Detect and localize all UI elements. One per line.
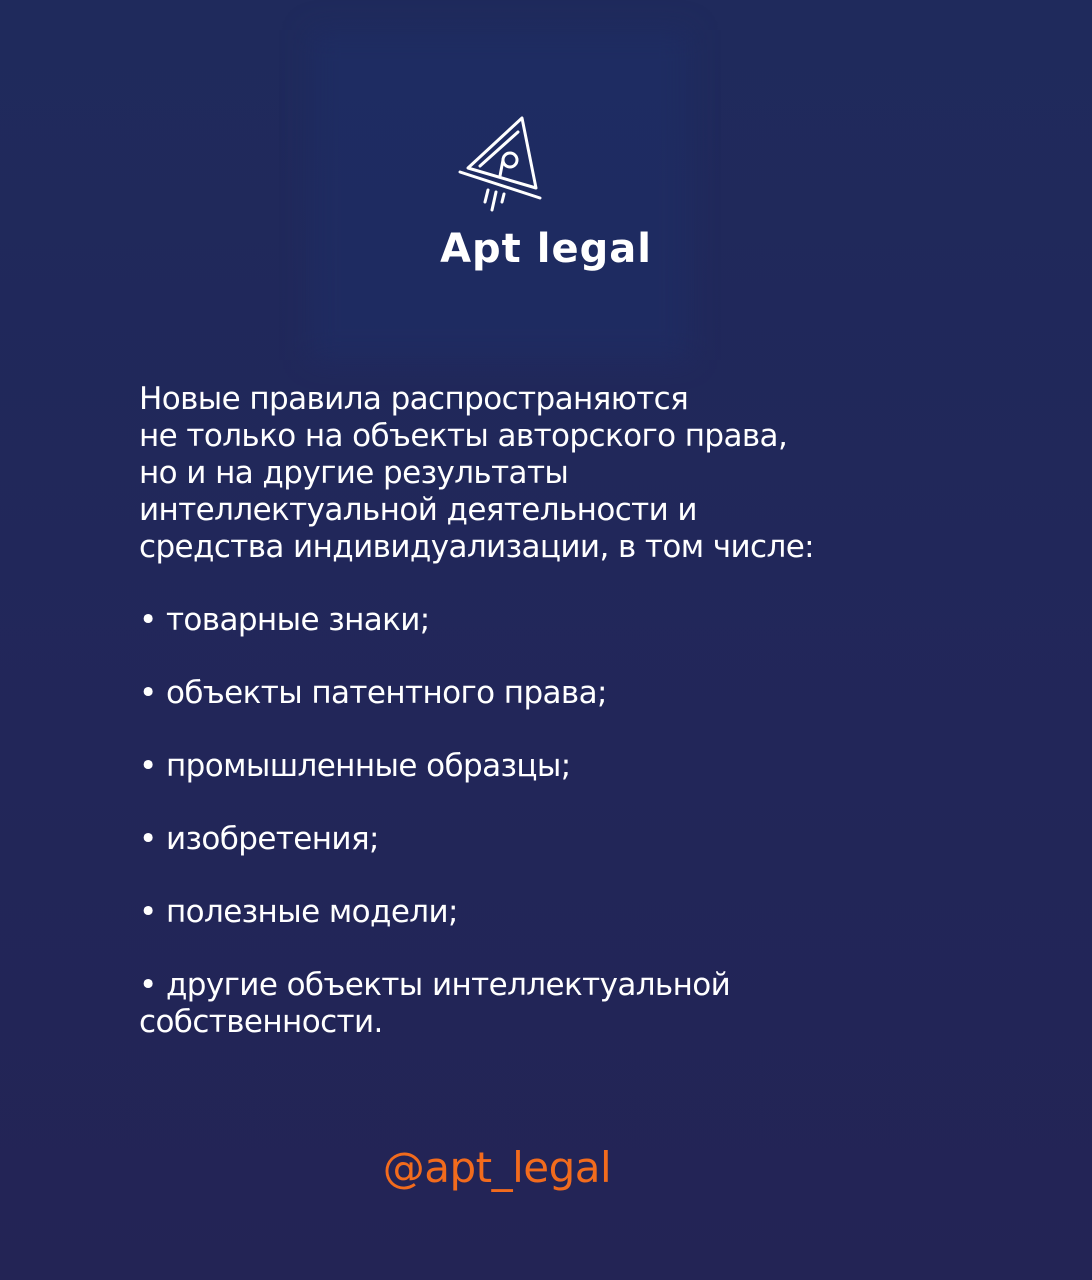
list-item-label: полезные модели; (165, 894, 458, 930)
bullet: • (139, 602, 157, 638)
main-content (139, 381, 939, 1077)
list-item (139, 967, 939, 1041)
bullet: • (139, 894, 157, 930)
intro-line: не только на объекты авторского права, (139, 418, 788, 454)
list-item (139, 894, 939, 931)
intro-paragraph (139, 381, 939, 566)
bullet: • (139, 967, 157, 1003)
intro-line: Новые правила распространяются (139, 381, 689, 417)
list-item-label: товарные знаки; (165, 602, 430, 638)
ip-objects-list (139, 602, 939, 1041)
list-item-label: объекты патентного права; (165, 675, 607, 711)
brand-name: Apt legal (440, 226, 652, 272)
bullet: • (139, 821, 157, 857)
intro-line: но и на другие результаты (139, 455, 569, 491)
list-item (139, 748, 939, 785)
list-item-label: другие объекты интеллектуальной (165, 967, 731, 1003)
list-item-label: изобретения; (165, 821, 379, 857)
list-item (139, 602, 939, 639)
bullet: • (139, 748, 157, 784)
list-item-label: промышленные образцы; (165, 748, 571, 784)
list-item-text (139, 967, 939, 1004)
list-item-text (139, 821, 939, 858)
list-item-text-continued: собственности. (139, 1004, 383, 1040)
list-item (139, 675, 939, 712)
intro-line: интеллектуальной деятельности и (139, 492, 697, 528)
list-item-text (139, 675, 939, 712)
list-item-text (139, 748, 939, 785)
list-item-text (139, 602, 939, 639)
rocket-triangle-logo-icon (440, 110, 560, 220)
intro-line: средства индивидуализации, в том числе: (139, 529, 815, 565)
list-item (139, 821, 939, 858)
social-handle: @apt_legal (382, 1143, 612, 1192)
list-item-text (139, 894, 939, 931)
bullet: • (139, 675, 157, 711)
